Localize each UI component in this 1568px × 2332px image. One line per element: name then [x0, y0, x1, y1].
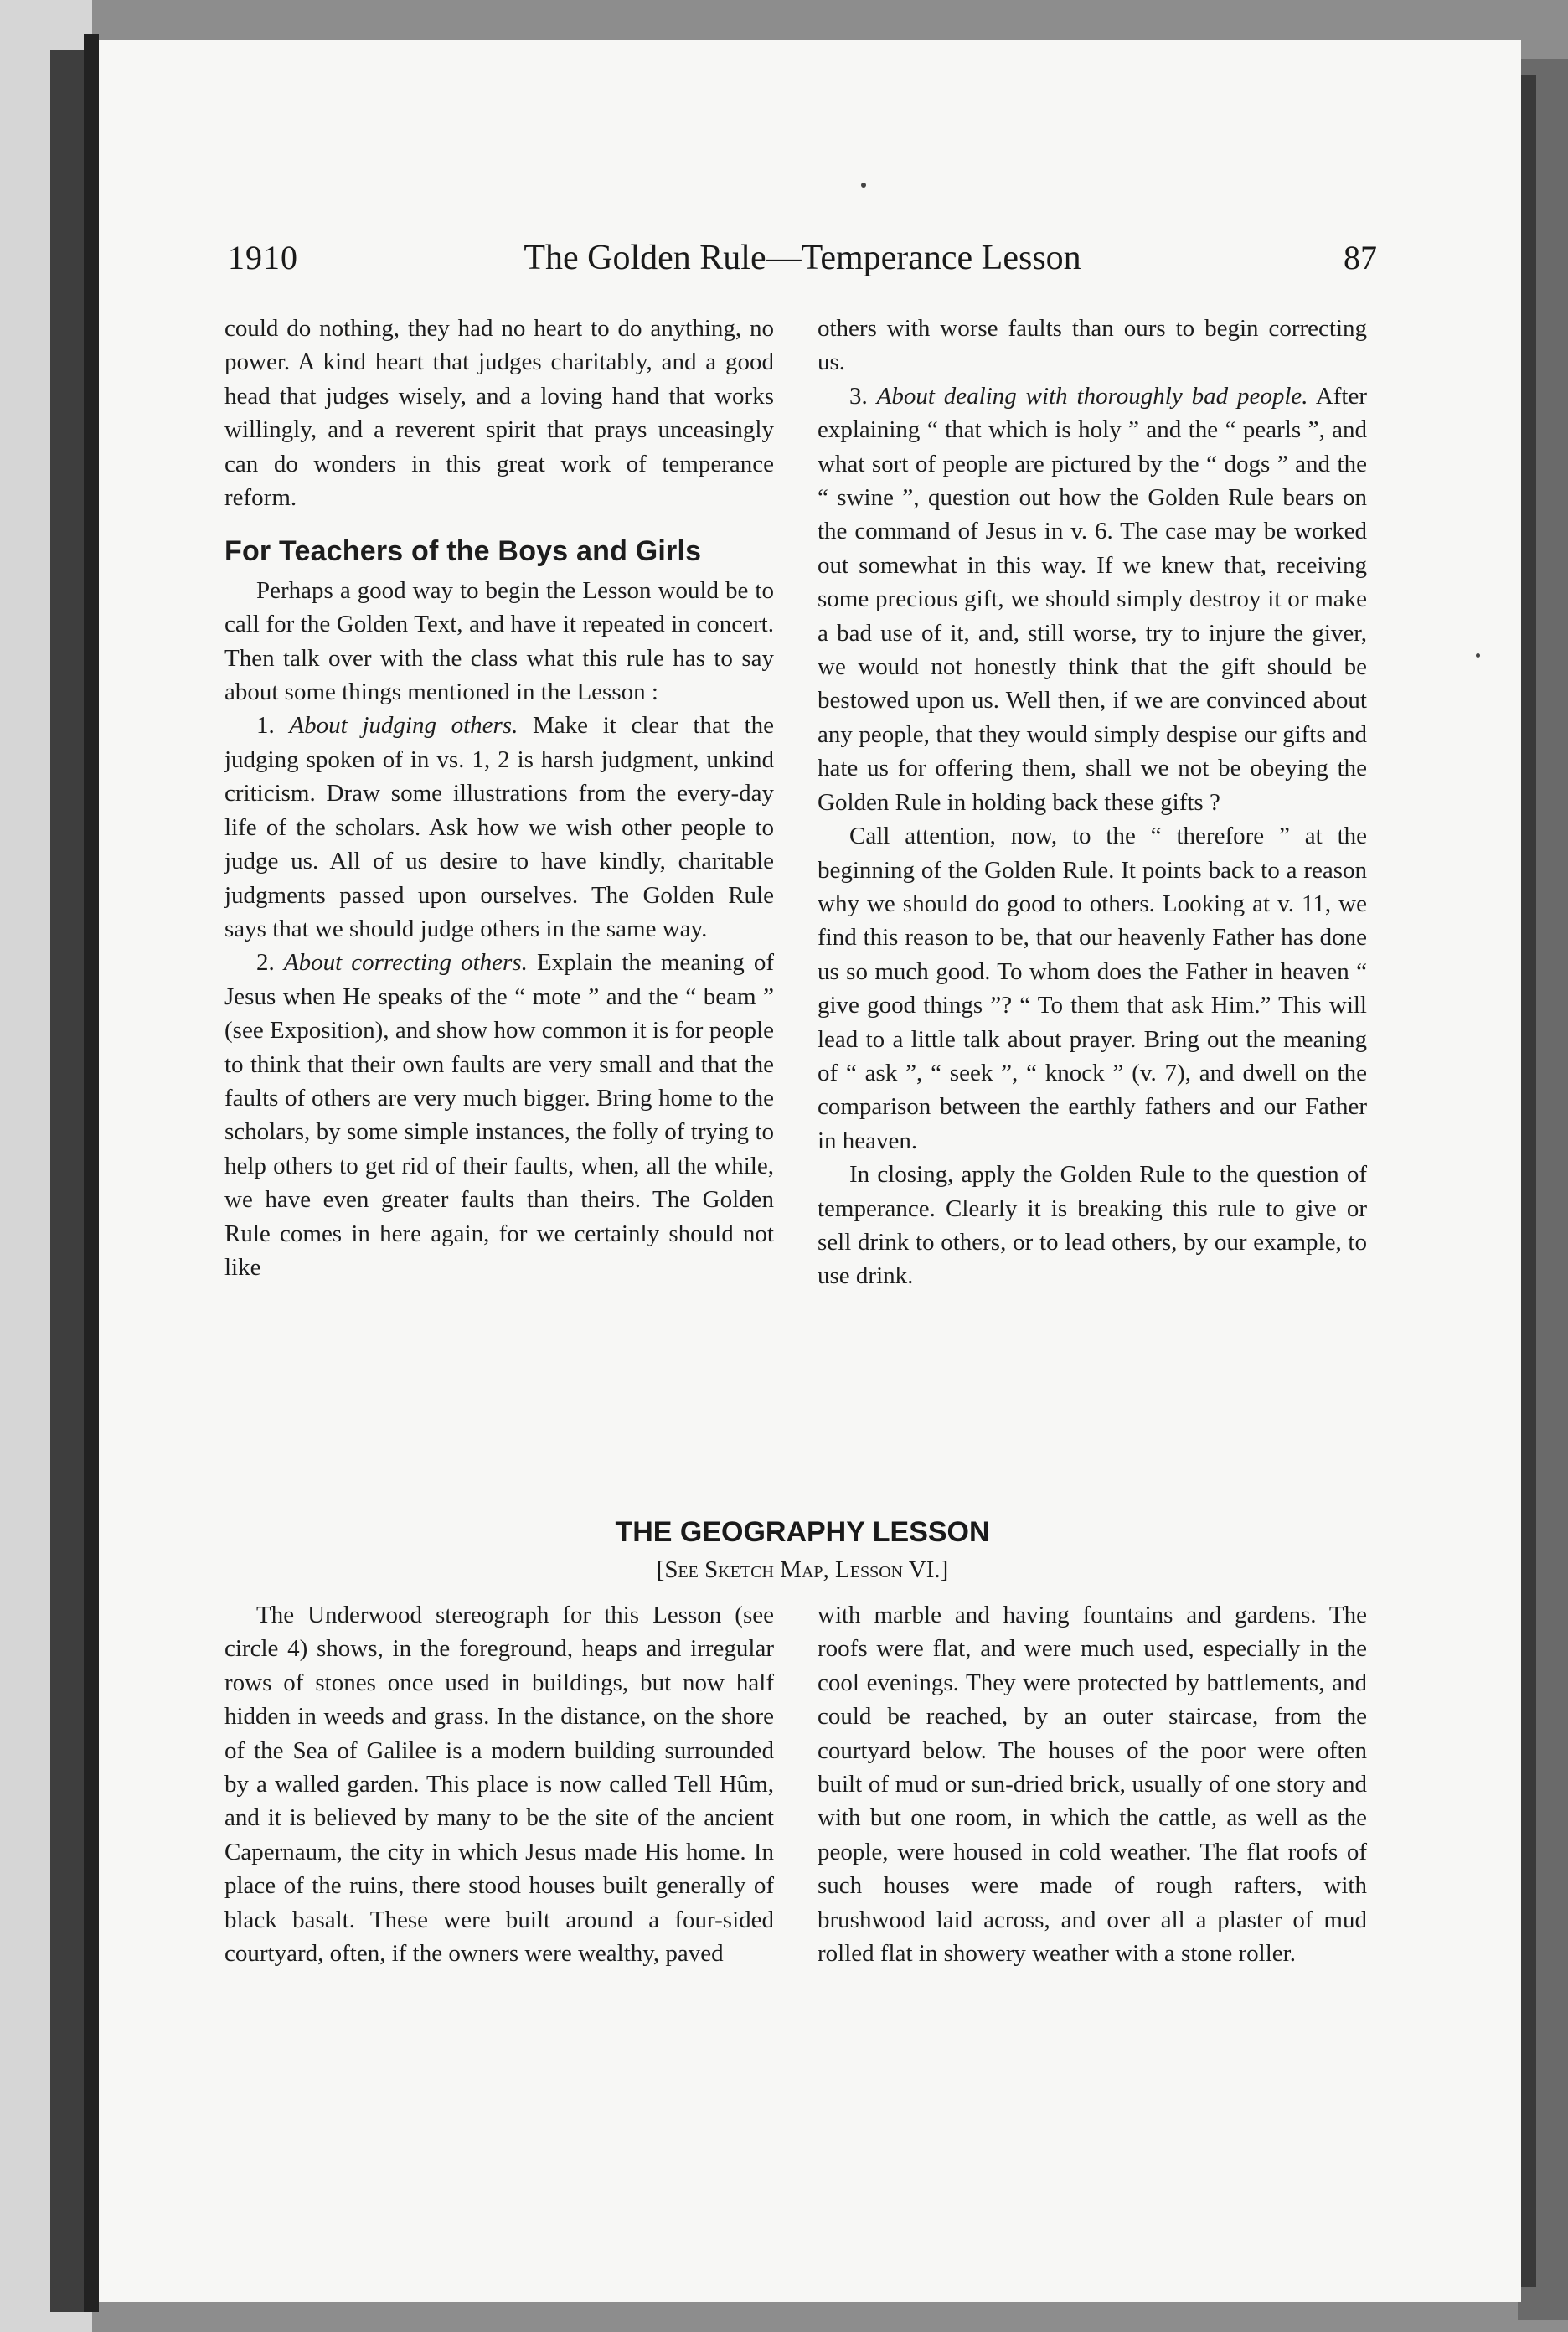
list-number: 1. [256, 712, 275, 740]
paragraph [224, 709, 774, 946]
paragraph: Call attention, now, to the “ therefore ” at the beginning of the Golden Rule. It points back to a reason why we should do good to others. Looking at v. 11, we find this reason to be, that our heavenly Father has done us so much good. To whom does the Father in heaven “ give good things ”? “ To them that ask Him.” This will lead to a little talk about prayer. Bring out the meaning of “ ask ”, “ seek ”, “ knock ” (v. 7), and dwell on the comparison between the earthly fathers and our Father in heaven. [818, 823, 1367, 1154]
geography-left-column [224, 1598, 774, 1970]
paragraph: In closing, apply the Golden Rule to the question of temperance. Clearly it is breaking this rule to give or sell drink to others, or to lead others, by our example, to use drink. [818, 1161, 1367, 1290]
paragraph: with marble and having fountains and gardens. The roofs were flat, and were much used, especially in the cool evenings. They were protected by battlements, and could be reached, by an outer staircase, from the courtyard below. The houses of the poor were often built of mud or sun-dried brick, usually of one story and with but one room, in which the cattle, as well as the people, were housed in cold weather. The flat roofs of such houses were made of rough rafters, with brushwood laid across, and over all a plaster of mud rolled flat in showery weather with a stone roller. [818, 1602, 1367, 1968]
list-number: 3. [849, 382, 868, 410]
geography-title: THE GEOGRAPHY LESSON [615, 1516, 990, 1548]
paragraph [818, 379, 1367, 819]
right-column [818, 312, 1367, 1293]
list-number: 2. [256, 949, 275, 977]
paragraph [224, 946, 774, 1284]
italic-lead: About dealing with thoroughly bad people. [876, 382, 1308, 410]
geography-subtitle: [See Sketch Map, Lesson VI.] [656, 1556, 949, 1583]
page-number: 87 [1344, 239, 1377, 276]
geography-right-column [818, 1598, 1367, 1970]
left-column [224, 312, 774, 1284]
running-header [228, 238, 1377, 288]
section-heading: For Teachers of the Boys and Girls [224, 535, 702, 568]
scan-speck [861, 183, 866, 188]
italic-lead: About judging others. [289, 712, 518, 740]
scan-speck [1476, 653, 1480, 658]
paragraph: The Underwood stereograph for this Lesson (see circle 4) shows, in the foreground, heaps and irregular rows of stones once used in buildings, but now half hidden in weeds and grass. In the distance, on the shore of the Sea of Galilee is a modern building surrounded by a walled garden. This place is now called Tell Hûm, and it is believed by many to be the site of the ancient Capernaum, the city in which Jesus made His home. In place of the ruins, there stood houses built generally of black basalt. These were built around a four-sided courtyard, often, if the owners were wealthy, paved [224, 1602, 774, 1968]
paragraph: could do nothing, they had no heart to do anything, no power. A kind heart that judges charitably, and a good head that judges wisely, and a loving hand that works willingly, and a reverent spirit that prays unceasingly can do wonders in this great work of temperance reform. [224, 315, 774, 512]
header-title: The Golden Rule—Temperance Lesson [524, 239, 1081, 277]
paragraph: others with worse faults than ours to begin correcting us. [818, 315, 1367, 376]
paragraph: Perhaps a good way to begin the Lesson would be to call for the Golden Text, and have it repeated in concert. Then talk over with the class what this rule has to say about some things mentioned in the Lesson : [224, 576, 774, 706]
paragraph-text: Make it clear that the judging spoken of in vs. 1, 2 is harsh judgment, unkind criticism. Draw some illustrations from the every-day life of the scholars. Ask how we wish other people to judge us. All of us desire to have kindly, charitable judgments passed upon ourselves. The Golden Rule says that we should judge others in the same way. [224, 712, 775, 942]
paragraph-text: Explain the meaning of Jesus when He speaks of the “ mote ” and the “ beam ” (see Exposition), and show how common it is for people to think that their own faults are very small and that the faults of others are very much bigger. Bring home to the scholars, by some simple instances, the folly of trying to help others to get rid of their faults, when, all the while, we have even greater faults than theirs. The Golden Rule comes in here again, for we certainly should not like [224, 949, 775, 1281]
header-year: 1910 [228, 239, 298, 276]
italic-lead: About correcting others. [283, 949, 528, 977]
paragraph-text: After explaining “ that which is holy ” and the “ pearls ”, and what sort of people are pictured by the “ dogs ” and the “ swine ”, question out how the Golden Rule bears on the command of Jesus in v. 6. The case may be worked out somewhat in this way. If we knew that, receiving some precious gift, we should simply destroy it or make a bad use of it, and, still worse, try to injure the giver, we would not honestly think that the gift should be bestowed upon us. Well then, if we are convinced about any people, that they would simply despise our gifts and hate us for offering them, shall we not be obeying the Golden Rule in holding back these gifts ? [818, 382, 1368, 816]
